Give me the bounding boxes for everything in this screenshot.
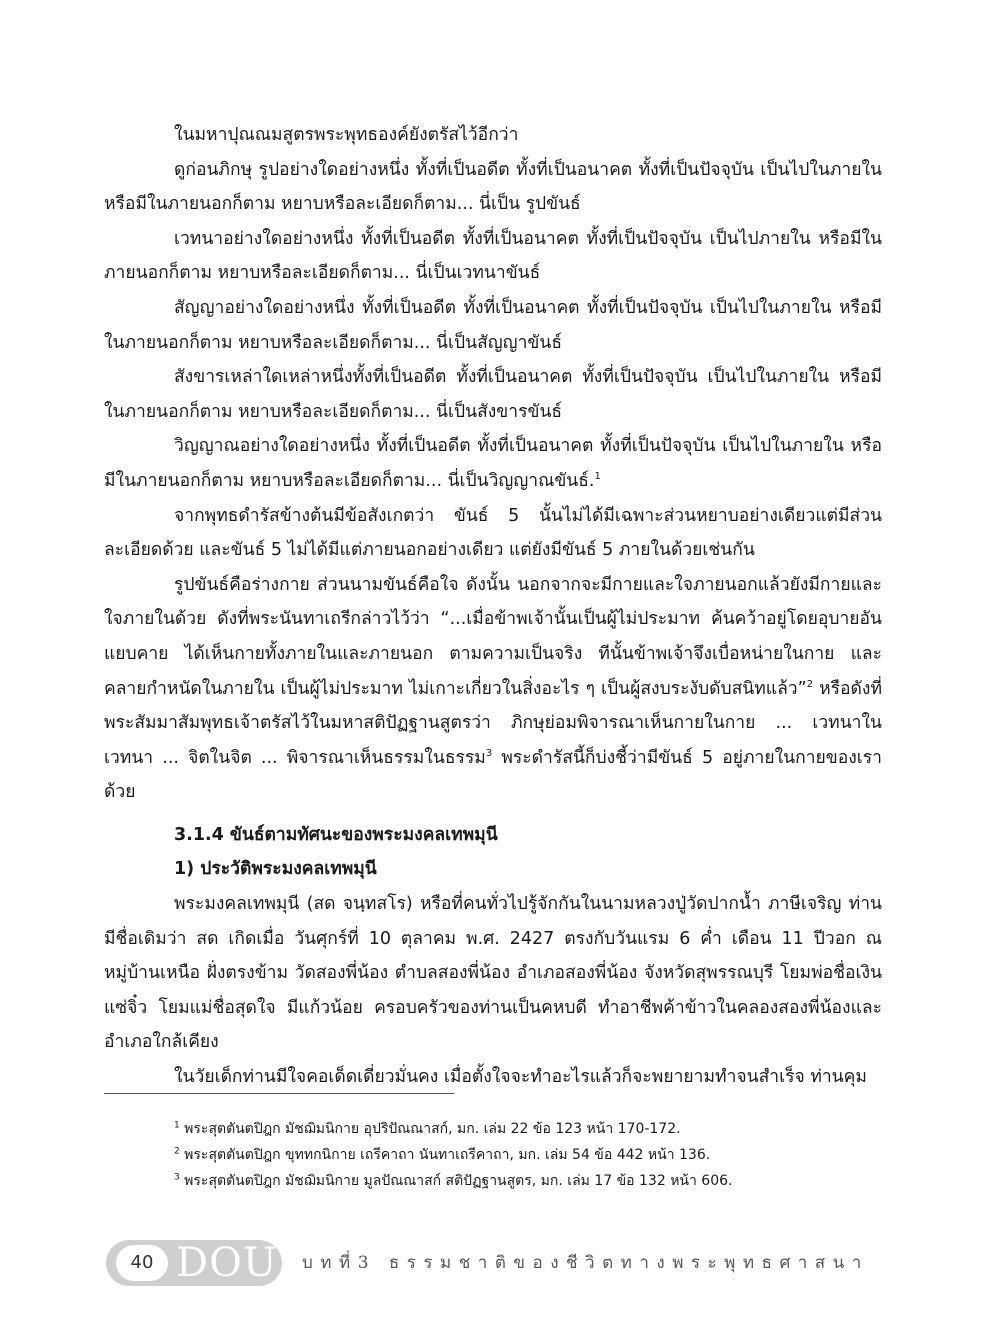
footnote-number: 1 [174,1120,180,1131]
page-number: 40 [116,1245,168,1281]
body-text [104,118,882,1095]
paragraph-inner-body-text-c: พระดำรัสนี้ก็บ่งชี้ว่ามีขันธ์ 5 อยู่ภายในกายของเราด้วย [104,747,882,803]
paragraph-vinnana-text: วิญญาณอย่างใดอย่างหนึ่ง ทั้งที่เป็นอดีต ทั้งที่เป็นอนาคต ทั้งที่เป็นปัจจุบัน เป็นไปในภายใน หรือมีในภายนอกก็ตาม หยาบหรือละเอียดก็ตาม... นี่เป็นวิญญาณขันธ์. [104,436,882,491]
footnote-text: พระสุตตันตปิฎก ขุททกนิกาย เถรีคาถา นันทาเถรีคาถา, มก. เล่ม 54 ข้อ 442 หน้า 136. [179,1147,711,1163]
paragraph-rupa: ดูก่อนภิกษุ รูปอย่างใดอย่างหนึ่ง ทั้งที่เป็นอดีต ทั้งที่เป็นอนาคต ทั้งที่เป็นปัจจุบัน เป็นไปในภายใน หรือมีในภายนอกก็ตาม หยาบหรือละเอียดก็ตาม... นี่เป็น รูปขันธ์ [104,159,882,215]
footnote-number: 3 [174,1172,180,1183]
footnote-text: พระสุตตันตปิฎก มัชฌิมนิกาย อุปริปัณณาสก์, มก. เล่ม 22 ข้อ 123 หน้า 170-172. [179,1121,681,1137]
paragraph-inner-body [104,568,882,810]
chapter-title: บทที่3 ธรรมชาติของชีวิตทางพระพุทธศาสนา [302,1253,869,1273]
paragraph-observation: จากพุทธดำรัสข้างต้นมีข้อสังเกตว่า ขันธ์ 5 นั้นไม่ได้มีเฉพาะส่วนหยาบอย่างเดียวแต่มีส่วนละเอียดด้วย และขันธ์ 5 ไม่ได้มีแต่ภายนอกอย่างเดียว แต่ยังมีขันธ์ 5 ภายในด้วยเช่นกัน [104,505,882,561]
paragraph-childhood: ในวัยเด็กท่านมีใจคอเด็ดเดี่ยวมั่นคง เมื่อตั้งใจจะทำอะไรแล้วก็จะพยายามทำจนสำเร็จ ท่านคุม [174,1067,867,1088]
subsection-heading: 1) ประวัติพระมงคลเทพมุนี [174,859,377,880]
paragraph-sanna: สัญญาอย่างใดอย่างหนึ่ง ทั้งที่เป็นอดีต ทั้งที่เป็นอนาคต ทั้งที่เป็นปัจจุบัน เป็นไปในภายใน หรือมีในภายนอกก็ตาม หยาบหรือละเอียดก็ตาม... นี่เป็นสัญญาขันธ์ [104,297,882,353]
section-heading: 3.1.4 ขันธ์ตามทัศนะของพระมงคลเทพมุนี [174,824,498,845]
paragraph-inner-body-text-a: รูปขันธ์คือร่างกาย ส่วนนามขันธ์คือใจ ดังนั้น นอกจากจะมีกายและใจภายนอกแล้วยังมีกายและใจภายในด้วย ดังที่พระนันทาเถรีกล่าวไว้ว่า “...เมื่อข้าพเจ้านั้นเป็นผู้ไม่ประมาท ค้นคว้าอยู่โดยอุบายอันแยบคาย ได้เห็นกายทั้งภายในและภายนอก ตามความเป็นจริง ทีนั้นข้าพเจ้าจึงเบื่อหน่ายในกาย และคลายกำหนัดในภายใน เป็นผู้ไม่ประมาท ไม่เกาะเกี่ยวในสิ่งอะไร ๆ เป็นผู้สงบระงับดับสนิทแล้ว” [104,574,882,699]
paragraph-intro: ในมหาปุณณมสูตรพระพุทธองค์ยังตรัสไว้อีกว่า [174,125,519,145]
footnote-ref-2[interactable]: 2 [806,678,814,690]
footnote-ref-1[interactable]: 1 [594,471,601,483]
paragraph-vedana: เวทนาอย่างใดอย่างหนึ่ง ทั้งที่เป็นอดีต ทั้งที่เป็นอนาคต ทั้งที่เป็นปัจจุบัน เป็นไปภายใน หรือมีในภายนอกก็ตาม หยาบหรือละเอียดก็ตาม... นี่เป็นเวทนาขันธ์ [104,228,882,284]
paragraph-sankhara: สังขารเหล่าใดเหล่าหนึ่งทั้งที่เป็นอดีต ทั้งที่เป็นอนาคต ทั้งที่เป็นปัจจุบัน เป็นไปในภายใน หรือมีในภายนอกก็ตาม หยาบหรือละเอียดก็ตาม... นี่เป็นสังขารขันธ์ [104,367,882,422]
footer-badge [106,1240,282,1286]
paragraph-vinnana [104,429,882,498]
footnote-3 [174,1168,894,1194]
dou-logo: DOU [176,1240,278,1286]
page-footer [106,1240,896,1286]
footnote-2 [174,1142,894,1168]
footnotes [174,1116,894,1194]
footnote-ref-3[interactable]: 3 [485,747,493,759]
footnote-1 [174,1116,894,1142]
footnote-number: 2 [174,1146,180,1157]
footnote-text: พระสุตตันตปิฎก มัชฌิมนิกาย มูลปัณณาสก์ สติปัฏฐานสูตร, มก. เล่ม 17 ข้อ 132 หน้า 606. [179,1173,733,1189]
footnote-divider [104,1093,454,1094]
paragraph-biography: พระมงคลเทพมุนี (สด จนฺทสโร) หรือที่คนทั่วไปรู้จักกันในนามหลวงปู่วัดปากน้ำ ภาษีเจริญ ท่านมีชื่อเดิมว่า สด เกิดเมื่อ วันศุกร์ที่ 10 ตุลาคม พ.ศ. 2427 ตรงกับวันแรม 6 ค่ำ เดือน 11 ปีวอก ณ หมู่บ้านเหนือ ฝั่งตรงข้าม วัดสองพี่น้อง ตำบลสองพี่น้อง อำเภอสองพี่น้อง จังหวัดสุพรรณบุรี โยมพ่อชื่อเงิน แซ่จิ๋ว โยมแม่ชื่อสุดใจ มีแก้วน้อย ครอบครัวของท่านเป็นคหบดี ทำอาชีพค้าข้าวในคลองสองพี่น้องและอำเภอใกล้เคียง [104,894,882,1053]
paragraph-inner-body-text-b: หรือดังที่พระสัมมาสัมพุทธเจ้าตรัสไว้ในมหาสติปัฏฐานสูตรว่า ภิกษุย่อมพิจารณาเห็นกายในกาย ... เวทนาในเวทนา ... จิตในจิต ... พิจารณาเห็นธรรมในธรรม [104,678,882,768]
